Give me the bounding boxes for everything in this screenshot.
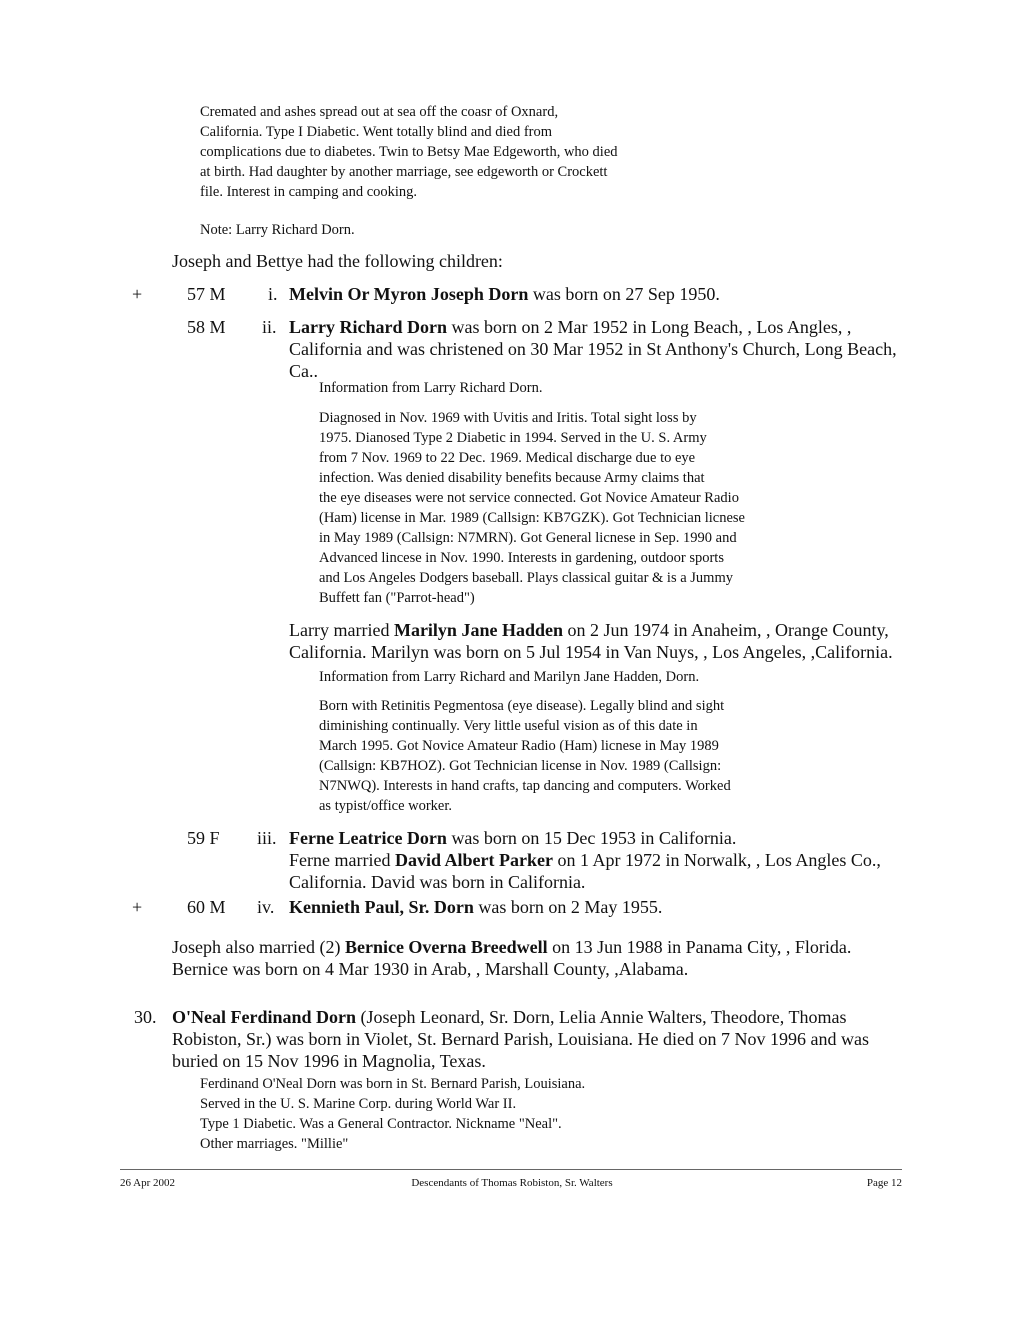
note-line: Ferdinand O'Neal Dorn was born in St. Bernard Parish, Louisiana. xyxy=(200,1076,586,1092)
note-line: N7NWQ). Interests in hand crafts, tap dancing and computers. Worked xyxy=(319,778,731,794)
marriage-text: Bernice was born on 4 Mar 1930 in Arab, , Marshall County, ,Alabama. xyxy=(172,959,689,979)
marilyn-notes xyxy=(319,696,731,816)
child-birth: was born on 2 Mar 1952 in Long Beach, , Los Angles, , xyxy=(446,317,852,337)
child-birth: was born on 15 Dec 1953 in California. xyxy=(446,828,737,848)
children-heading: Joseph and Bettye had the following children: xyxy=(172,251,503,271)
larry-notes xyxy=(319,408,745,608)
note-line: Served in the U. S. Marine Corp. during World War II. xyxy=(200,1096,517,1112)
footer-title: Descendants of Thomas Robiston, Sr. Walters xyxy=(411,1177,613,1189)
note-line: Born with Retinitis Pegmentosa (eye disease). Legally blind and sight xyxy=(319,698,725,714)
note-line: Diagnosed in Nov. 1969 with Uvitis and Iritis. Total sight loss by xyxy=(319,410,697,426)
child-name: Melvin Or Myron Joseph Dorn xyxy=(289,284,529,304)
child-name: Larry Richard Dorn xyxy=(289,317,447,337)
person-name: O'Neal Ferdinand Dorn xyxy=(172,1007,357,1027)
marriage-text: on 13 Jun 1988 in Panama City, , Florida. xyxy=(547,937,852,957)
note-line: Advanced lincese in Nov. 1990. Interests in gardening, outdoor sports xyxy=(319,550,724,566)
marriage-text: on 2 Jun 1974 in Anaheim, , Orange County, xyxy=(562,620,889,640)
child-birth: was born on 2 May 1955. xyxy=(473,897,663,917)
child-number: 58 M xyxy=(187,317,226,337)
larry-info: Information from Larry Richard Dorn. xyxy=(319,380,543,396)
note-line: diminishing continually. Very little useful vision as of this date in xyxy=(319,718,698,734)
note-line: infection. Was denied disability benefits because Army claims that xyxy=(319,470,705,486)
note-line: the eye diseases were not service connected. Got Novice Amateur Radio xyxy=(319,490,739,506)
note-line: Cremated and ashes spread out at sea off the coasr of Oxnard, xyxy=(200,104,559,120)
marilyn-info: Information from Larry Richard and Marilyn Jane Hadden, Dorn. xyxy=(319,669,700,685)
spouse-name: Marilyn Jane Hadden xyxy=(393,620,563,640)
entry-30 xyxy=(172,1006,869,1072)
entry-text: Robiston, Sr.) was born in Violet, St. Bernard Parish, Louisiana. He died on 7 Nov 1996 and was xyxy=(172,1029,870,1049)
second-marriage xyxy=(172,936,851,980)
note-line: complications due to diabetes. Twin to Betsy Mae Edgeworth, who died xyxy=(200,144,618,160)
child-entry xyxy=(289,316,897,382)
marriage-text: Joseph also married (2) xyxy=(172,937,345,957)
note-larry: Note: Larry Richard Dorn. xyxy=(200,222,355,238)
child-birth: was born on 27 Sep 1950. xyxy=(528,284,720,304)
marriage-text: Larry married xyxy=(289,620,394,640)
note-line: as typist/office worker. xyxy=(319,798,453,814)
note-line: file. Interest in camping and cooking. xyxy=(200,184,418,200)
note-line: and Los Angeles Dodgers baseball. Plays classical guitar & is a Jummy xyxy=(319,570,733,586)
note-line: at birth. Had daughter by another marriage, see edgeworth or Crockett xyxy=(200,164,608,180)
intro-note xyxy=(200,102,618,202)
entry-text: buried on 15 Nov 1996 in Magnolia, Texas. xyxy=(172,1051,486,1071)
child-number: 59 F xyxy=(187,828,220,848)
note-line: from 7 Nov. 1969 to 22 Dec. 1969. Medical discharge due to eye xyxy=(319,450,696,466)
child-entry xyxy=(289,896,662,918)
marriage-text: California. David was born in California. xyxy=(289,872,586,892)
note-line: 1975. Dianosed Type 2 Diabetic in 1994. Served in the U. S. Army xyxy=(319,430,707,446)
larry-marriage xyxy=(289,619,893,663)
note-line: March 1995. Got Novice Amateur Radio (Ham) licnese in May 1989 xyxy=(319,738,719,754)
child-entry xyxy=(289,283,720,305)
child-roman: iii. xyxy=(257,828,277,848)
footer-date: 26 Apr 2002 xyxy=(120,1177,175,1189)
note-line: (Ham) license in Mar. 1989 (Callsign: KB7GZK). Got Technician licnese xyxy=(319,510,745,526)
note-line: Buffett fan ("Parrot-head") xyxy=(319,590,475,606)
entry-text: (Joseph Leonard, Sr. Dorn, Lelia Annie Walters, Theodore, Thomas xyxy=(356,1007,847,1027)
marriage-text: on 1 Apr 1972 in Norwalk, , Los Angles Co., xyxy=(552,850,881,870)
child-roman: iv. xyxy=(257,897,275,917)
note-line: (Callsign: KB7HOZ). Got Technician license in Nov. 1989 (Callsign: xyxy=(319,758,722,774)
footer-page: Page 12 xyxy=(866,1177,902,1189)
child-birth-cont: California and was christened on 30 Mar 1952 in St Anthony's Church, Long Beach, xyxy=(289,339,897,359)
entry-number: 30. xyxy=(134,1007,157,1027)
note-line: California. Type I Diabetic. Went totally blind and died from xyxy=(200,124,553,140)
footer-divider xyxy=(120,1169,902,1170)
child-number: 60 M xyxy=(187,897,226,917)
child-roman: ii. xyxy=(262,317,277,337)
marriage-text: California. Marilyn was born on 5 Jul 1954 in Van Nuys, , Los Angeles, ,California. xyxy=(289,642,893,662)
note-line: in May 1989 (Callsign: N7MRN). Got General licnese in Sep. 1990 and xyxy=(319,530,737,546)
entry-30-notes xyxy=(200,1074,585,1154)
child-name: Kennieth Paul, Sr. Dorn xyxy=(289,897,474,917)
child-name: Ferne Leatrice Dorn xyxy=(289,828,447,848)
spouse-name: Bernice Overna Breedwell xyxy=(344,937,548,957)
spouse-name: David Albert Parker xyxy=(394,850,553,870)
descendant-plus-marker: + xyxy=(132,897,143,917)
note-line: Other marriages. "Millie" xyxy=(200,1136,349,1152)
child-birth-cont: Ca.. xyxy=(289,361,318,381)
descendant-plus-marker: + xyxy=(132,284,143,304)
note-line: Type 1 Diabetic. Was a General Contractor. Nickname "Neal". xyxy=(200,1116,562,1132)
marriage-text: Ferne married xyxy=(289,850,395,870)
child-number: 57 M xyxy=(187,284,226,304)
child-entry xyxy=(289,827,881,893)
child-roman: i. xyxy=(268,284,278,304)
